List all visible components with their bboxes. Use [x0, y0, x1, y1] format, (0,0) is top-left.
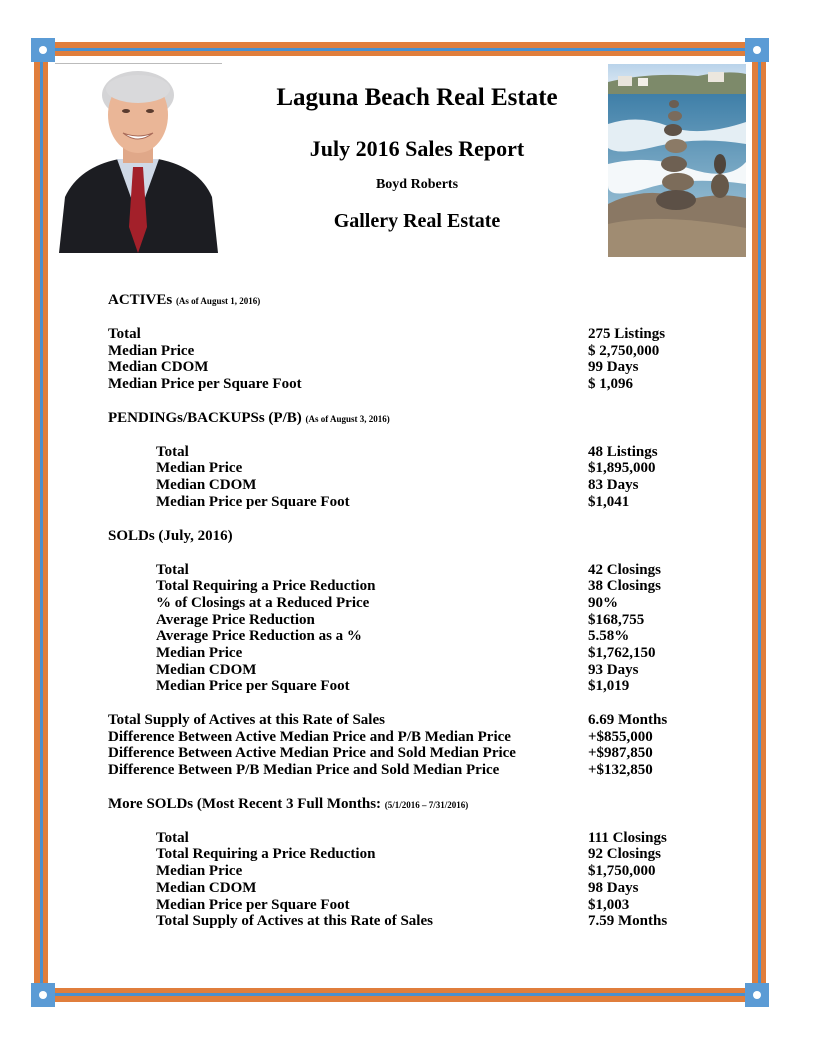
solds-heading: SOLDs (July, 2016) — [108, 527, 233, 544]
list-item: Median Price per Square Foot $ 1,096 — [108, 376, 633, 393]
list-item: Total Requiring a Price Reduction 38 Closings — [156, 578, 661, 595]
list-item: Median Price $1,895,000 — [156, 460, 656, 477]
list-item: Median CDOM 98 Days — [156, 879, 639, 896]
list-item: Median Price $ 2,750,000 — [108, 342, 660, 359]
more-solds-list — [108, 830, 708, 930]
list-item: Median CDOM 93 Days — [156, 661, 639, 678]
list-item: Median Price $1,750,000 — [156, 863, 656, 880]
report-body — [108, 292, 708, 930]
list-item: Total Supply of Actives at this Rate of Sales 6.69 Months — [108, 712, 668, 728]
agent-name: Boyd Roberts — [375, 177, 459, 192]
report-subtitle: July 2016 Sales Report — [309, 136, 525, 161]
list-item: Total Requiring a Price Reduction 92 Closings — [156, 846, 661, 863]
corner-ornament-icon — [31, 983, 55, 1007]
summary-list — [108, 712, 708, 779]
list-item: Median Price $1,762,150 — [156, 644, 656, 661]
border-top-stripe — [36, 48, 766, 51]
list-item: Difference Between P/B Median Price and Sold Median Price +$132,850 — [108, 762, 653, 779]
actives-list — [108, 326, 708, 393]
corner-ornament-icon — [745, 983, 769, 1007]
actives-heading: ACTIVEs (As of August 1, 2016) — [108, 292, 261, 308]
list-item: Median Price per Square Foot $1,019 — [156, 678, 630, 695]
list-item: Total Supply of Actives at this Rate of Sales 7.59 Months — [156, 913, 668, 930]
agent-portrait — [59, 67, 218, 253]
list-item: Total 48 Listings — [156, 443, 658, 460]
list-item: % of Closings at a Reduced Price 90% — [156, 594, 618, 611]
list-item: Total 42 Closings — [156, 561, 661, 578]
list-item: Median Price per Square Foot $1,041 — [156, 493, 630, 510]
more-solds-heading: More SOLDs (Most Recent 3 Full Months: (5/1/2016 – 7/31/2016) — [108, 795, 469, 812]
report-title: Laguna Beach Real Estate — [276, 84, 558, 111]
divider — [55, 63, 222, 64]
border-bottom-stripe — [36, 993, 766, 996]
list-item: Average Price Reduction as a % 5.58% — [156, 628, 630, 645]
pendings-heading: PENDINGs/BACKUPSs (P/B) (As of August 3, 2016) — [108, 409, 390, 426]
company-name: Gallery Real Estate — [333, 210, 501, 232]
list-item: Total 111 Closings — [156, 829, 667, 846]
list-item: Difference Between Active Median Price and Sold Median Price +$987,850 — [108, 745, 653, 762]
beach-photo — [608, 64, 746, 257]
list-item: Average Price Reduction $168,755 — [156, 611, 645, 628]
border-right-stripe — [758, 42, 761, 1002]
solds-list — [108, 562, 708, 696]
corner-ornament-icon — [745, 38, 769, 62]
list-item: Total 275 Listings — [108, 326, 666, 342]
border-left-stripe — [40, 42, 43, 1002]
pendings-list — [108, 444, 708, 511]
list-item: Median CDOM 99 Days — [108, 359, 639, 376]
list-item: Median CDOM 83 Days — [156, 477, 639, 494]
corner-ornament-icon — [31, 38, 55, 62]
list-item: Median Price per Square Foot $1,003 — [156, 896, 630, 913]
list-item: Difference Between Active Median Price and P/B Median Price +$855,000 — [108, 728, 653, 745]
